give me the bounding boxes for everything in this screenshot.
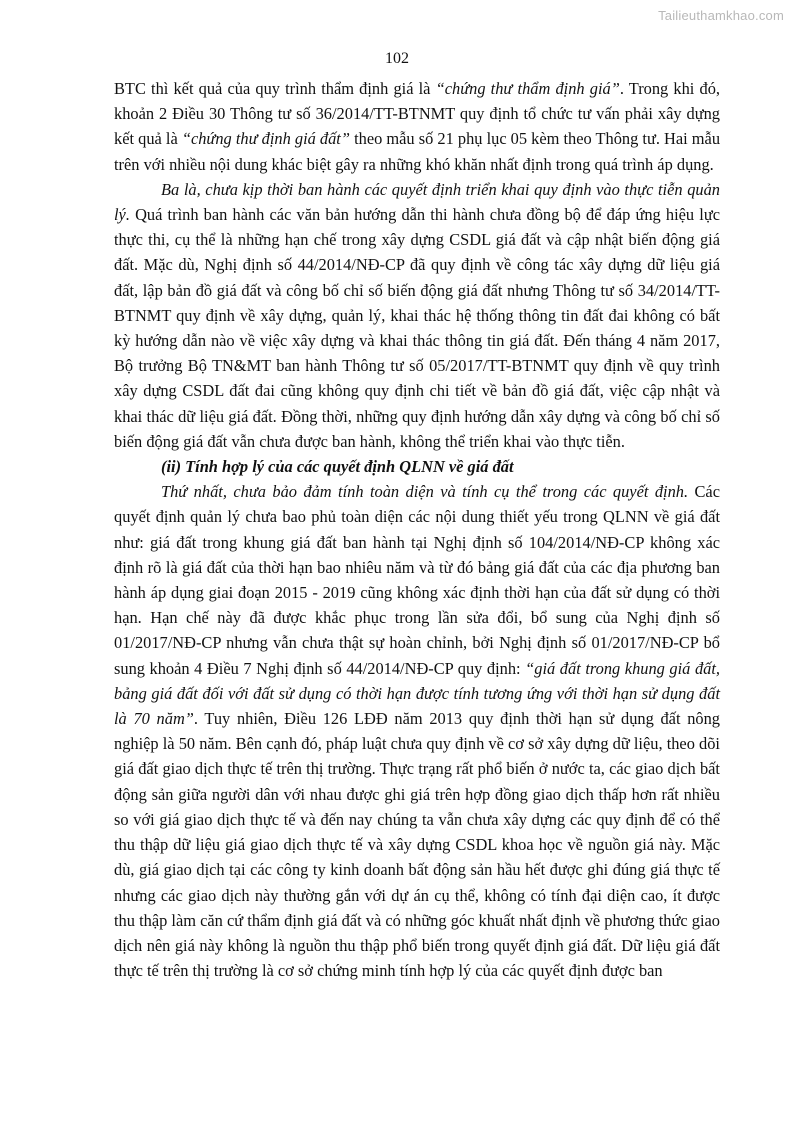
document-body (114, 76, 720, 983)
text: Quá trình ban hành các văn bản hướng dẫn thi hành chưa đồng bộ để đáp ứng hiệu lực thực thi, cụ thể là những hạn chế trong xây dựng CSDL giá đất và cập nhật biến động giá đất. Mặc dù, Nghị định số 44/2014/NĐ-CP đã quy định về công tác xây dựng dữ liệu giá đất, lập bản đồ giá đất và công bố chỉ số biến động giá đất nhưng Thông tư số 34/2014/TT-BTNMT quy định về xây dựng, quản lý, khai thác hệ thống thông tin đất đai không có bất kỳ hướng dẫn nào về việc xây dựng và khai thác thông tin giá đất. Đến tháng 4 năm 2017, Bộ trưởng Bộ TN&MT ban hành Thông tư số 05/2017/TT-BTNMT quy định về quy trình xây dựng CSDL đất đai cũng không quy định chi tiết về bản đồ giá đất, việc cập nhật và khai thác dữ liệu giá đất. Đồng thời, những quy định hướng dẫn xây dựng và công bố chỉ số biến động giá đất vẫn chưa được ban hành, không thể triển khai vào thực tiễn. (114, 205, 720, 451)
text: Các quyết định quản lý chưa bao phủ toàn diện các nội dung thiết yếu trong QLNN về giá đất như: giá đất trong khung giá đất ban hành tại Nghị định số 104/2014/NĐ-CP không xác định rõ là giá đất của thời hạn bao nhiêu năm và từ đó bảng giá đất của các địa phương ban hành áp dụng giai đoạn 2015 - 2019 cũng không xác định thời hạn của đất sử dụng có thời hạn. Hạn chế này đã được khắc phục trong lần sửa đổi, bổ sung của Nghị định số 01/2017/NĐ-CP nhưng vẫn chưa thật sự hoàn chỉnh, bởi Nghị định số 01/2017/NĐ-CP bổ sung khoản 4 Điều 7 Nghị định số 44/2014/NĐ-CP quy định: (114, 482, 720, 678)
page-number: 102 (385, 50, 409, 67)
watermark: Tailieuthamkhao.com (658, 8, 784, 23)
paragraph-lead: Thứ nhất, chưa bảo đảm tính toàn diện và tính cụ thể trong các quyết định. (161, 482, 689, 502)
paragraph-thu-nhat (114, 479, 720, 983)
paragraph-ba-la (114, 177, 720, 454)
section-heading: (ii) Tính hợp lý của các quyết định QLNN về giá đất (161, 457, 514, 477)
legal-quote: “giá đất trong khung giá đất, bảng giá đất đối với đất sử dụng có thời hạn được tính tương ứng với thời hạn sử dụng đất là 70 năm” (114, 658, 720, 729)
text: . Trong khi đó, khoản 2 Điều 30 Thông tư số 36/2014/TT-BTNMT quy định tổ chức tư vấn phải xây dựng kết quả là (114, 79, 720, 149)
text: BTC thì kết quả của quy trình thẩm định giá là (114, 79, 436, 98)
text: . Tuy nhiên, Điều 126 LĐĐ năm 2013 quy định thời hạn sử dụng đất nông nghiệp là 50 năm. Bên cạnh đó, pháp luật chưa quy định về cơ sở xây dựng dữ liệu, theo dõi giá đất giao dịch thực tế trên thị trường. Thực trạng rất phổ biến ở nước ta, các giao dịch bất động sản giữa người dân với nhau được ghi giá trên hợp đồng giao dịch thấp hơn rất nhiều so với giá giao dịch thực tế và đến nay chúng ta vẫn chưa xây dựng các quy định để có thể thu thập dữ liệu giá giao dịch thực tế và xây dựng CSDL khoa học về nguồn giá này. Mặc dù, giá giao dịch tại các công ty kinh doanh bất động sản hầu hết được ghi đúng giá thực tế nhưng các giao dịch này thường gắn với dự án cụ thể, không có tính đại diện cao, ít được thu thập làm căn cứ thẩm định giá đất và có những góc khuất nhất định về phương thức giao dịch nên giá này không là nguồn thu thập phổ biến trong quyết định giá đất. Dữ liệu giá đất thực tế trên thị trường là cơ sở chứng minh tính hợp lý của các quyết định được ban (114, 709, 720, 981)
paragraph-continuation (114, 76, 720, 177)
text: theo mẫu số 21 phụ lục 05 kèm theo Thông tư. Hai mẫu trên với nhiều nội dung khác biệt gây ra những khó khăn nhất định trong quá trình áp dụng. (114, 129, 721, 174)
quote-term: “chứng thư thẩm định giá” (435, 79, 620, 98)
quote-term: “chứng thư định giá đất” (181, 129, 350, 149)
paragraph-lead: Ba là, chưa kịp thời ban hành các quyết định triển khai quy định vào thực tiễn quản lý. (114, 179, 720, 225)
